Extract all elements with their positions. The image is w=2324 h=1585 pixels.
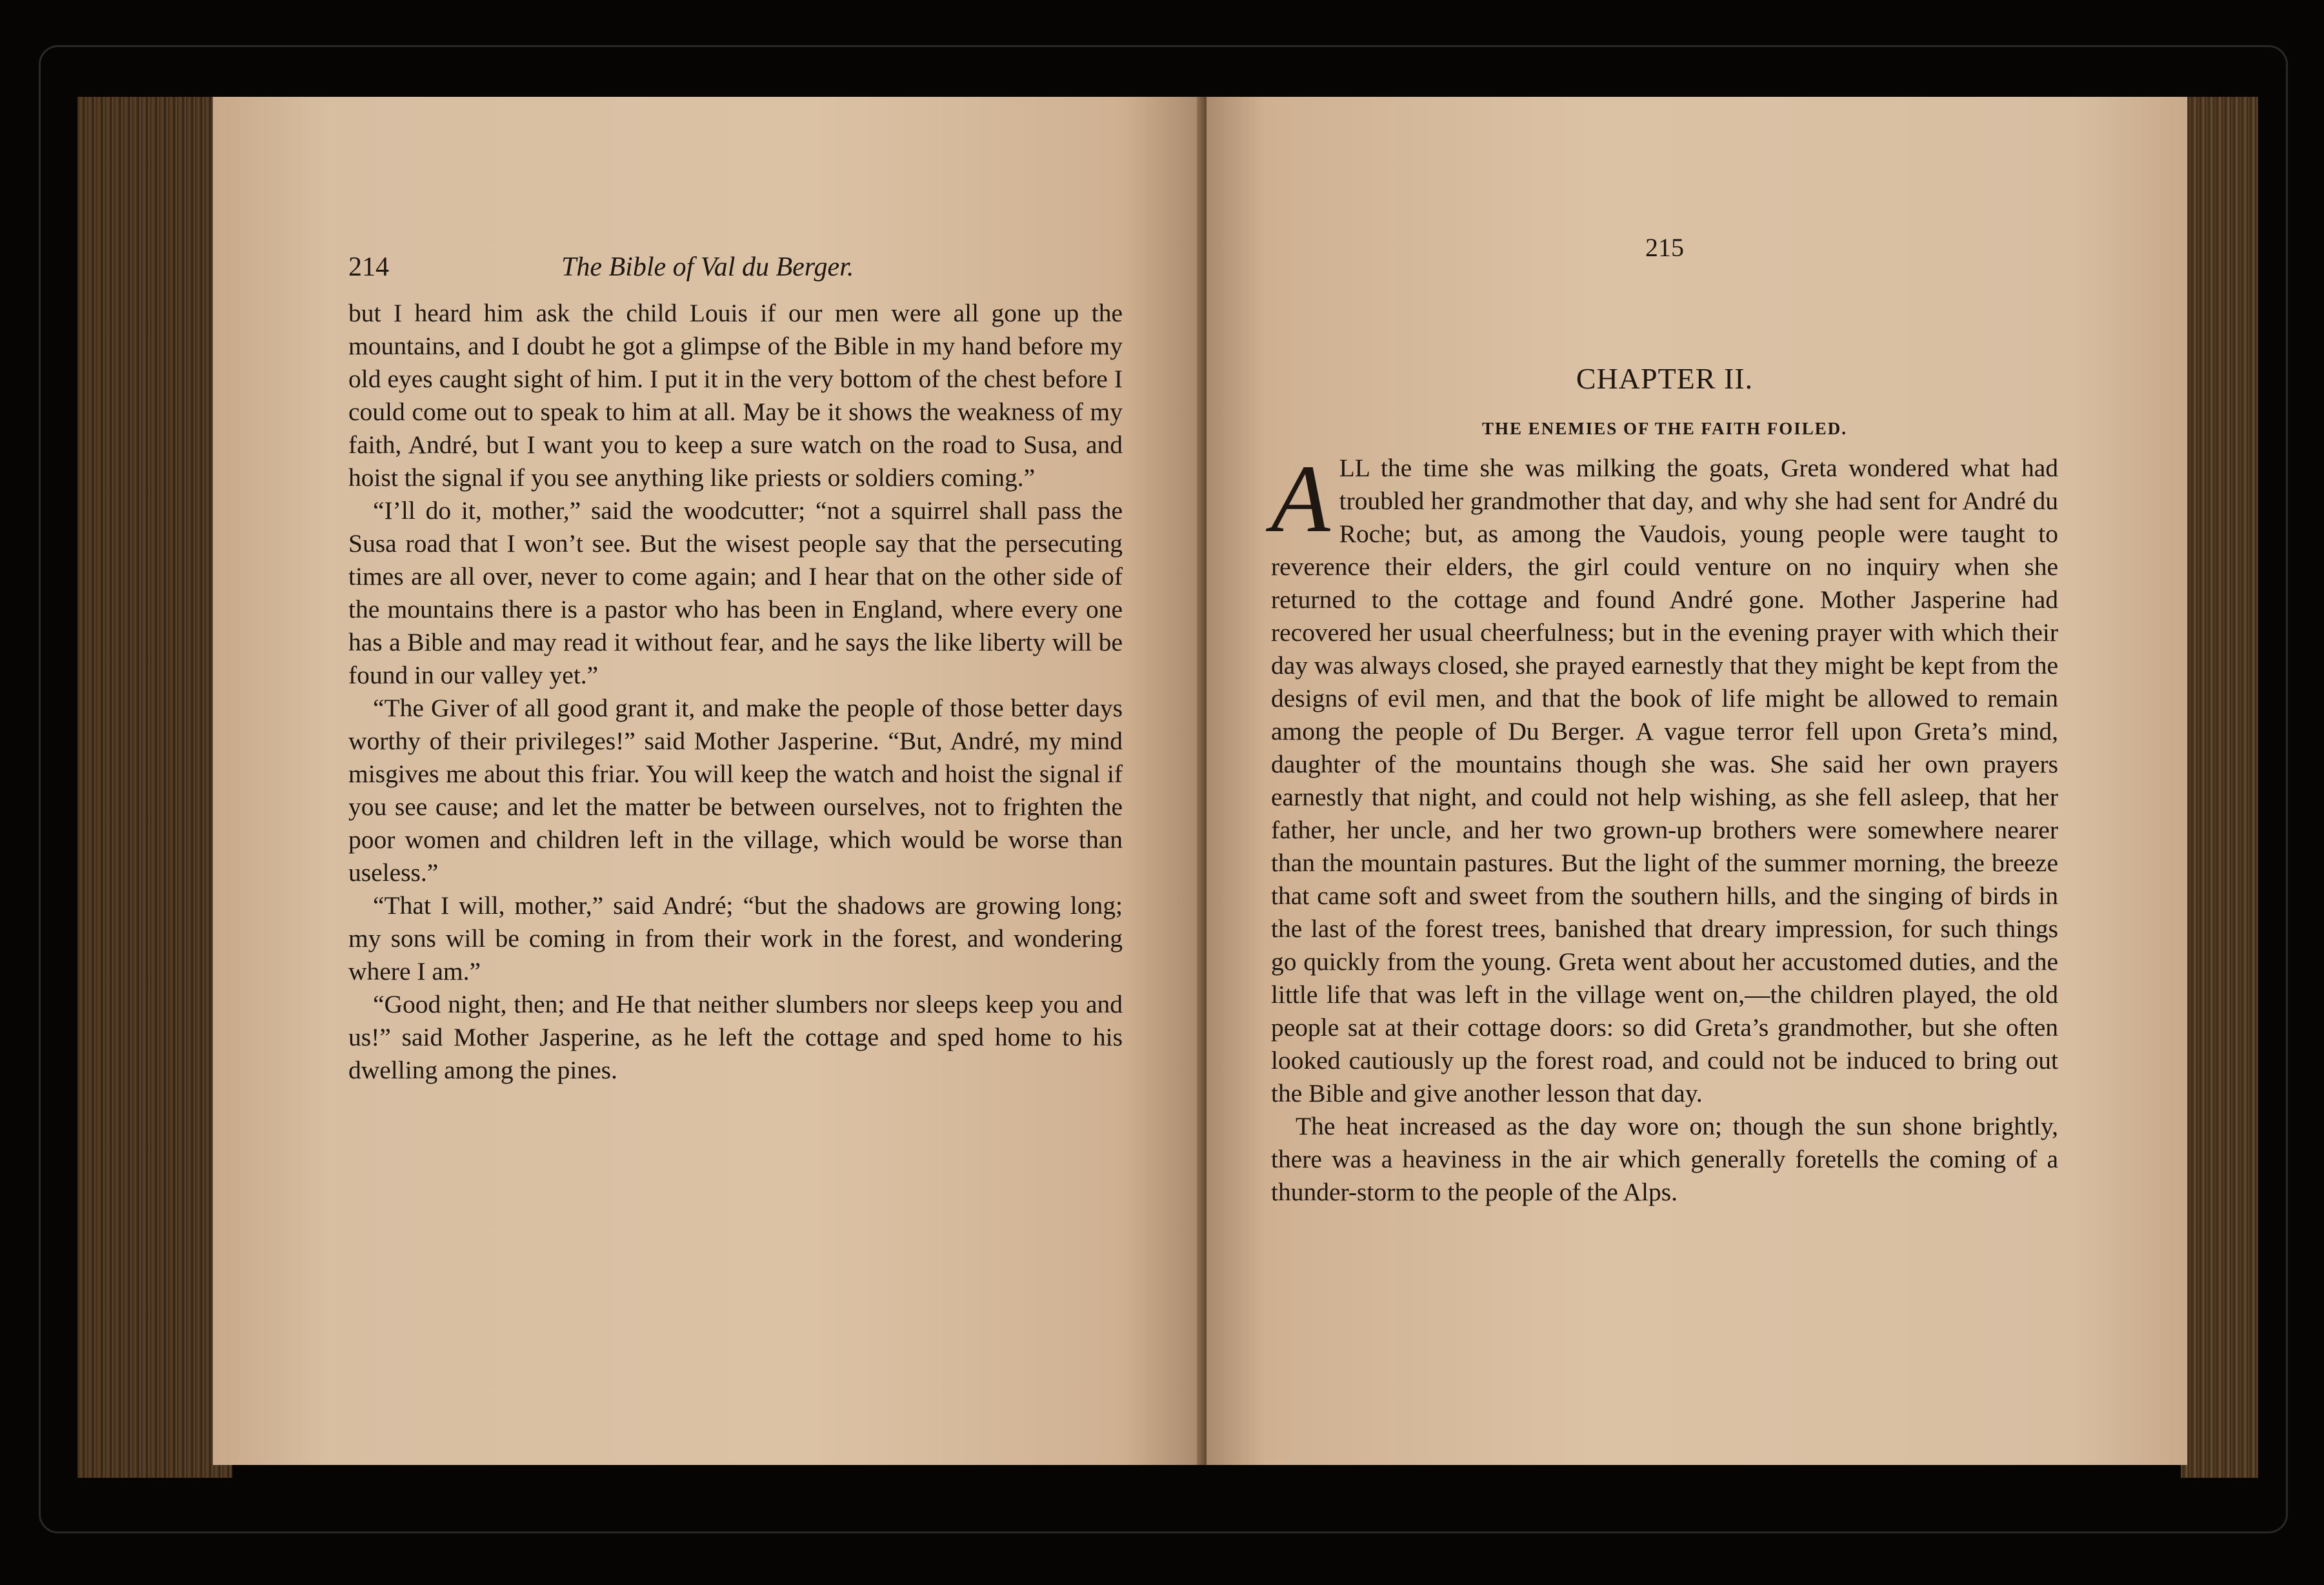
running-head [348, 239, 1123, 297]
paragraph: “The Giver of all good grant it, and make the people of those better days worthy of their privileges!” said Mother Jasperine. “But, André, my mind misgives me about this friar. You will keep the watch and hoist the signal if you see cause; and let the matter be between ourselves, not to frighten the poor women and children left in the village, which would be worse than useless.” [348, 694, 1123, 887]
page-edges-left [77, 97, 232, 1478]
paragraph [1271, 445, 2058, 1110]
paragraph-text: LL the time she was milking the goats, Greta wondered what had troubled her grandmother that day, and why she had sent for André du Roche; but, as among the Vaudois, young people were taught to reverence their elders, the girl could venture on no inquiry when she returned to the cottage and found André gone. Mother Jasperine had recovered her usual cheerfulness; but in the evening prayer with which their day was always closed, she prayed earnestly that they might be kept from the designs of evil men, and that the book of life might be allowed to remain among the people of Du Berger. A vague terror fell upon Greta’s mind, daughter of the mountains though she was. She said her own prayers earnestly that night, and could not help wishing, as she fell asleep, that her father, her uncle, and her two grown-up brothers were somewhere nearer than the mountain pastures. But the light of the summer morning, the breeze that came soft and sweet from the southern hills, and the singing of birds in the last of the forest trees, banished that dreary impression, for such things go quickly from the young. Greta went about her accustomed duties, and the little life that was left in the village went on,—the children played, the old people sat at their cottage doors: so did Greta’s grandmother, but she often looked cautiously up the forest road, and could not be induced to bring out the Bible and give another lesson that day. [1271, 454, 2058, 1107]
page-edges-right [2181, 97, 2258, 1478]
paragraph: “I’ll do it, mother,” said the woodcutter; “not a squirrel shall pass the Susa road that I won’t see. But the wisest people say that the persecuting times are all over, never to come again; and I hear that on the other side of the mountains there is a pastor who has been in England, where every one has a Bible and may read it without fear, and he says the like liberty will be found in our valley yet.” [348, 496, 1123, 689]
chapter-title: CHAPTER II. [1576, 362, 1754, 395]
paragraph: “That I will, mother,” said André; “but the shadows are growing long; my sons will be coming in from their work in the forest, and wondering where I am.” [348, 891, 1123, 985]
chapter-subtitle: THE ENEMIES OF THE FAITH FOILED. [1481, 419, 1848, 438]
paragraph: but I heard him ask the child Louis if our men were all gone up the mountains, and I doubt he got a glimpse of the Bible in my hand before my old eyes caught sight of him. I put it in the very bottom of the chest before I could come out to speak to him at all. May be it shows the weakness of my faith, André, but I want you to keep a sure watch on the road to Susa, and hoist the signal if you see anything like priests or soldiers coming.” [348, 299, 1123, 492]
drop-cap: A [1271, 445, 1330, 552]
paragraph: The heat increased as the day wore on; though the sun shone brightly, there was a heaviness in the air which generally foretells the coming of a thunder-storm to the people of the Alps. [1271, 1112, 2058, 1206]
left-page [213, 97, 1200, 1465]
page-number: 214 [348, 252, 389, 282]
right-page-text [1271, 445, 2058, 1209]
paragraph: “Good night, then; and He that neither slumbers nor sleeps keep you and us!” said Mother Jasperine, as he left the cottage and sped home to his dwelling among the pines. [348, 990, 1123, 1084]
page-number: 215 [1645, 233, 1684, 262]
left-page-text [348, 297, 1123, 1087]
right-page [1207, 97, 2187, 1465]
running-title: The Bible of Val du Berger. [561, 252, 854, 282]
